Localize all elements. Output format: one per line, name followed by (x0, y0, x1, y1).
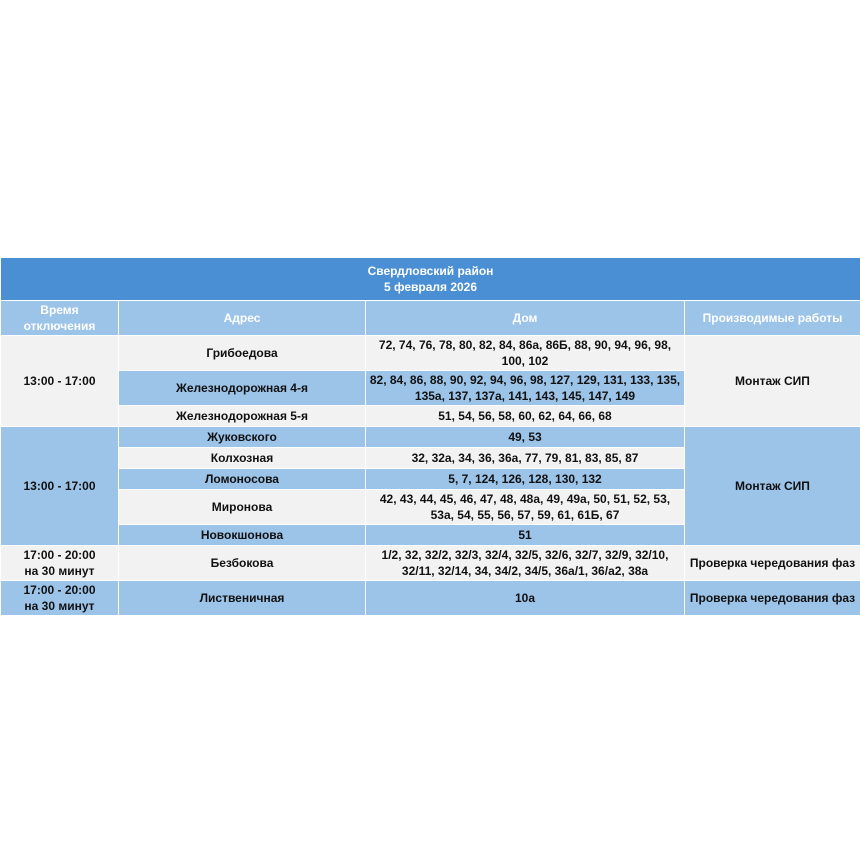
outage-table-container (0, 257, 860, 616)
houses-cell: 42, 43, 44, 45, 46, 47, 48, 48а, 49, 49а, 50, 51, 52, 53, 53а, 54, 55, 56, 57, 59, 61, 61Б, 67 (366, 490, 685, 525)
time-cell (1, 427, 119, 546)
works-cell: Проверка чередования фаз (685, 581, 860, 616)
houses-cell: 5, 7, 124, 126, 128, 130, 132 (366, 469, 685, 490)
header-house: Дом (366, 301, 685, 336)
works-cell: Монтаж СИП (685, 336, 860, 427)
time-cell (1, 336, 119, 427)
table-title (1, 258, 860, 301)
address-cell: Безбокова (119, 546, 366, 581)
time-cell (1, 581, 119, 616)
houses-cell: 49, 53 (366, 427, 685, 448)
address-cell: Миронова (119, 490, 366, 525)
address-cell: Грибоедова (119, 336, 366, 371)
address-cell: Жуковского (119, 427, 366, 448)
time-range: 13:00 - 17:00 (23, 374, 96, 388)
houses-cell: 1/2, 32, 32/2, 32/3, 32/4, 32/5, 32/6, 32/7, 32/9, 32/10, 32/11, 32/14, 34, 34/2, 34/5, 36а/1, 36/а2, 38а (366, 546, 685, 581)
time-range: 17:00 - 20:00 (23, 548, 96, 562)
address-cell: Ломоносова (119, 469, 366, 490)
houses-cell: 32, 32а, 34, 36, 36а, 77, 79, 81, 83, 85, 87 (366, 448, 685, 469)
works-cell: Монтаж СИП (685, 427, 860, 546)
houses-cell: 51 (366, 525, 685, 546)
table-row (1, 581, 860, 616)
houses-cell: 82, 84, 86, 88, 90, 92, 94, 96, 98, 127, 129, 131, 133, 135, 135а, 137, 137а, 141, 143, 145, 147, 149 (366, 371, 685, 406)
address-cell: Лиственичная (119, 581, 366, 616)
outage-table (0, 257, 860, 616)
table-title-row (1, 258, 860, 301)
address-cell: Железнодорожная 4-я (119, 371, 366, 406)
address-cell: Колхозная (119, 448, 366, 469)
time-range: 17:00 - 20:00 (23, 583, 96, 597)
header-address: Адрес (119, 301, 366, 336)
column-header-row (1, 301, 860, 336)
time-cell (1, 546, 119, 581)
time-range: 13:00 - 17:00 (23, 479, 96, 493)
works-cell: Проверка чередования фаз (685, 546, 860, 581)
header-time: Время отключения (1, 301, 119, 336)
address-cell: Новокшонова (119, 525, 366, 546)
houses-cell: 72, 74, 76, 78, 80, 82, 84, 86а, 86Б, 88, 90, 94, 96, 98, 100, 102 (366, 336, 685, 371)
table-row (1, 336, 860, 371)
houses-cell: 51, 54, 56, 58, 60, 62, 64, 66, 68 (366, 406, 685, 427)
table-row (1, 427, 860, 448)
district-title: Свердловский район (367, 264, 494, 278)
time-duration: на 30 минут (24, 564, 95, 578)
address-cell: Железнодорожная 5-я (119, 406, 366, 427)
table-row (1, 546, 860, 581)
time-duration: на 30 минут (24, 599, 95, 613)
header-works: Производимые работы (685, 301, 860, 336)
date-title: 5 февраля 2026 (383, 280, 478, 294)
houses-cell: 10а (366, 581, 685, 616)
